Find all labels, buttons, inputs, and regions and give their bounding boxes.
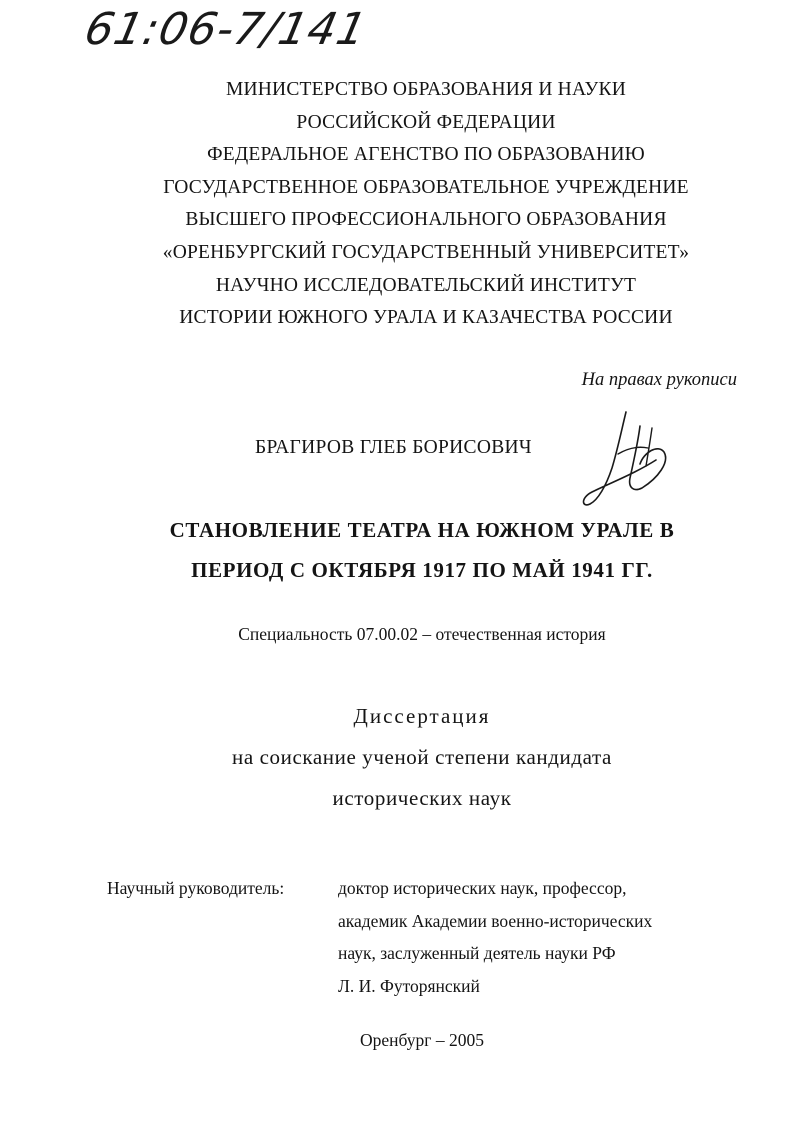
organization-line: МИНИСТЕРСТВО ОБРАЗОВАНИЯ И НАУКИ: [225, 79, 627, 100]
author-name: БРАГИРОВ ГЛЕБ БОРИСОВИЧ: [255, 437, 532, 458]
supervisor-label: Научный руководитель:: [107, 878, 285, 898]
supervisor-line: академик Академии военно-исторических: [338, 910, 653, 931]
degree-line: исторических наук: [332, 786, 512, 810]
signature-handwritten: [578, 408, 678, 512]
organization-line: ВЫСШЕГО ПРОФЕССИОНАЛЬНОГО ОБРАЗОВАНИЯ: [185, 209, 667, 231]
archive-code-handwritten: 61:06-7/141: [80, 4, 372, 55]
rights-note: На правах рукописи: [581, 370, 737, 390]
degree-line: на соискание ученой степени кандидата: [232, 745, 612, 769]
degree-line: Диссертация: [353, 704, 491, 728]
supervisor-details: [338, 872, 652, 1002]
supervisor-line: доктор исторических наук, профессор,: [338, 878, 627, 898]
organization-line: РОССИЙСКОЙ ФЕДЕРАЦИИ: [296, 111, 556, 133]
city-year: Оренбург – 2005: [360, 1030, 484, 1050]
supervisor-name: Л. И. Футорянский: [338, 975, 480, 996]
thesis-title: [0, 510, 792, 590]
organization-line: ИСТОРИИ ЮЖНОГО УРАЛА И КАЗАЧЕСТВА РОССИИ: [179, 307, 673, 329]
supervisor-line: наук, заслуженный деятель науки РФ: [338, 943, 616, 964]
organization-header: [0, 74, 792, 335]
title-line: ПЕРИОД С ОКТЯБРЯ 1917 ПО МАЙ 1941 ГГ.: [191, 558, 653, 582]
title-line: СТАНОВЛЕНИЕ ТЕАТРА НА ЮЖНОМ УРАЛЕ В: [169, 518, 675, 542]
organization-line: «ОРЕНБУРГСКИЙ ГОСУДАРСТВЕННЫЙ УНИВЕРСИТЕТ»: [162, 241, 690, 263]
organization-line: ФЕДЕРАЛЬНОЕ АГЕНСТВО ПО ОБРАЗОВАНИЮ: [207, 144, 645, 166]
degree-statement: [0, 696, 792, 819]
specialty: Специальность 07.00.02 – отечественная история: [238, 624, 606, 644]
organization-line: ГОСУДАРСТВЕННОЕ ОБРАЗОВАТЕЛЬНОЕ УЧРЕЖДЕНИЕ: [163, 176, 689, 198]
organization-line: НАУЧНО ИССЛЕДОВАТЕЛЬСКИЙ ИНСТИТУТ: [215, 274, 637, 296]
